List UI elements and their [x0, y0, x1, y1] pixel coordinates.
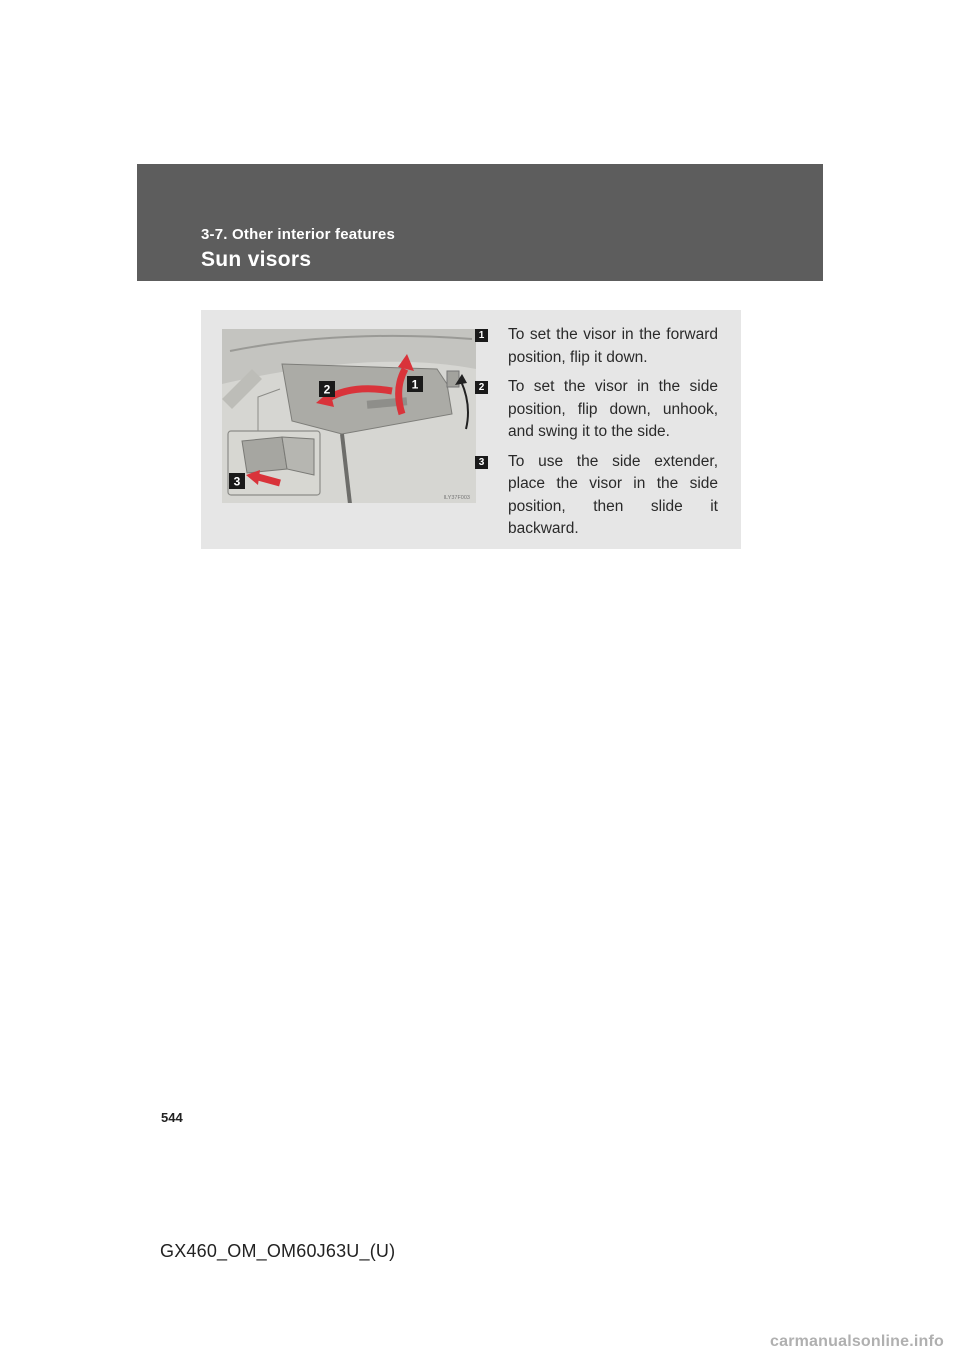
step-item [475, 451, 718, 541]
step-number-badge: 2 [475, 381, 488, 394]
illustration-code: ILY37F003 [443, 495, 470, 501]
step-item [475, 324, 718, 369]
step-item [475, 376, 718, 444]
visor-in-side-position [282, 437, 314, 475]
section-label: 3-7. Other interior features [201, 226, 395, 243]
step-text: To set the visor in the side position, flip down, unhook, and swing it to the side. [508, 378, 718, 440]
step-text: To use the side extender, place the visor in the side position, then slide it backward. [508, 452, 718, 537]
step-text: To set the visor in the forward position, flip it down. [508, 326, 718, 366]
page-title: Sun visors [201, 248, 312, 271]
step-list [475, 324, 718, 548]
sun-visor-illustration [222, 329, 476, 503]
callout-3: 3 [233, 474, 241, 489]
watermark: carmanualsonline.info [770, 1333, 945, 1350]
callout-2: 2 [323, 382, 331, 397]
step-number-badge: 3 [475, 456, 488, 469]
step-number-badge: 1 [475, 329, 488, 342]
visor-extender [242, 437, 287, 473]
header-band [137, 164, 823, 281]
sun-visor-drawing [222, 329, 476, 503]
callout-1: 1 [411, 377, 419, 392]
content-panel [201, 310, 741, 549]
page-number: 544 [161, 1110, 183, 1125]
document-code: GX460_OM_OM60J63U_(U) [160, 1241, 396, 1261]
